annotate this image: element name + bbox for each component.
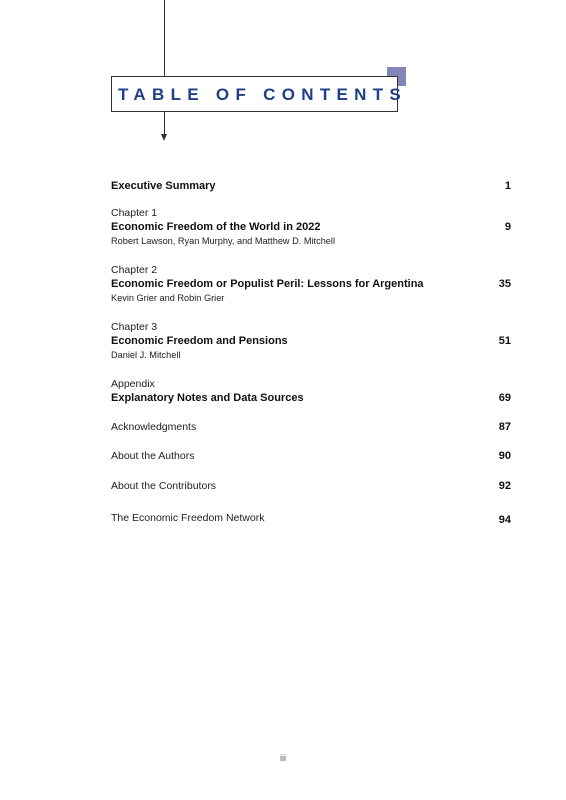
toc-entry-page: 51 bbox=[498, 335, 511, 347]
toc-entry-page: 92 bbox=[498, 480, 511, 492]
toc-entry-label: Appendix bbox=[111, 378, 155, 390]
toc-entry-label: Chapter 2 bbox=[111, 264, 158, 276]
toc-entry-executive-summary[interactable] bbox=[111, 179, 511, 194]
toc-entry-page: 94 bbox=[498, 514, 511, 526]
decorative-line-bottom bbox=[164, 112, 165, 134]
toc-entry-appendix[interactable] bbox=[111, 377, 511, 406]
toc-entry-title: The Economic Freedom Network bbox=[111, 512, 265, 524]
decorative-line-top bbox=[164, 0, 165, 76]
toc-entry-authors: Daniel J. Mitchell bbox=[111, 350, 181, 360]
toc-entry-acknowledgments[interactable] bbox=[111, 420, 511, 434]
toc-entry-authors: Kevin Grier and Robin Grier bbox=[111, 293, 225, 303]
toc-entry-about-authors[interactable] bbox=[111, 449, 511, 463]
toc-entry-page: 35 bbox=[498, 278, 511, 290]
toc-entry-label: Chapter 1 bbox=[111, 207, 158, 219]
toc-entry-title: Explanatory Notes and Data Sources bbox=[111, 392, 304, 404]
toc-entry-title: Economic Freedom or Populist Peril: Lessons for Argentina bbox=[111, 278, 424, 290]
toc-entry-title: About the Authors bbox=[111, 450, 195, 462]
title-box bbox=[111, 76, 408, 112]
toc-entry-page: 9 bbox=[504, 221, 511, 233]
toc-entry-page: 1 bbox=[504, 180, 511, 192]
toc-entry-authors: Robert Lawson, Ryan Murphy, and Matthew D. Mitchell bbox=[111, 236, 335, 246]
toc-entry-title: Economic Freedom and Pensions bbox=[111, 335, 288, 347]
toc-entry-title: Economic Freedom of the World in 2022 bbox=[111, 221, 321, 233]
toc-entry-chapter-1[interactable] bbox=[111, 206, 511, 248]
toc-entry-page: 69 bbox=[498, 392, 511, 404]
page-title: TABLE OF CONTENTS bbox=[118, 85, 408, 104]
toc-entry-economic-freedom-network[interactable] bbox=[111, 511, 511, 525]
arrow-down-icon bbox=[161, 134, 167, 141]
toc-entry-about-contributors[interactable] bbox=[111, 479, 511, 493]
page-number: iii bbox=[280, 753, 286, 763]
toc-entry-chapter-3[interactable] bbox=[111, 320, 511, 362]
toc-entry-page: 87 bbox=[498, 421, 511, 433]
toc-entry-title: Acknowledgments bbox=[111, 421, 197, 433]
toc-entry-title: Executive Summary bbox=[111, 180, 216, 192]
toc-entry-title: About the Contributors bbox=[111, 480, 217, 492]
toc-entry-label: Chapter 3 bbox=[111, 321, 158, 333]
toc-entry-chapter-2[interactable] bbox=[111, 263, 511, 305]
toc-entry-page: 90 bbox=[498, 450, 511, 462]
